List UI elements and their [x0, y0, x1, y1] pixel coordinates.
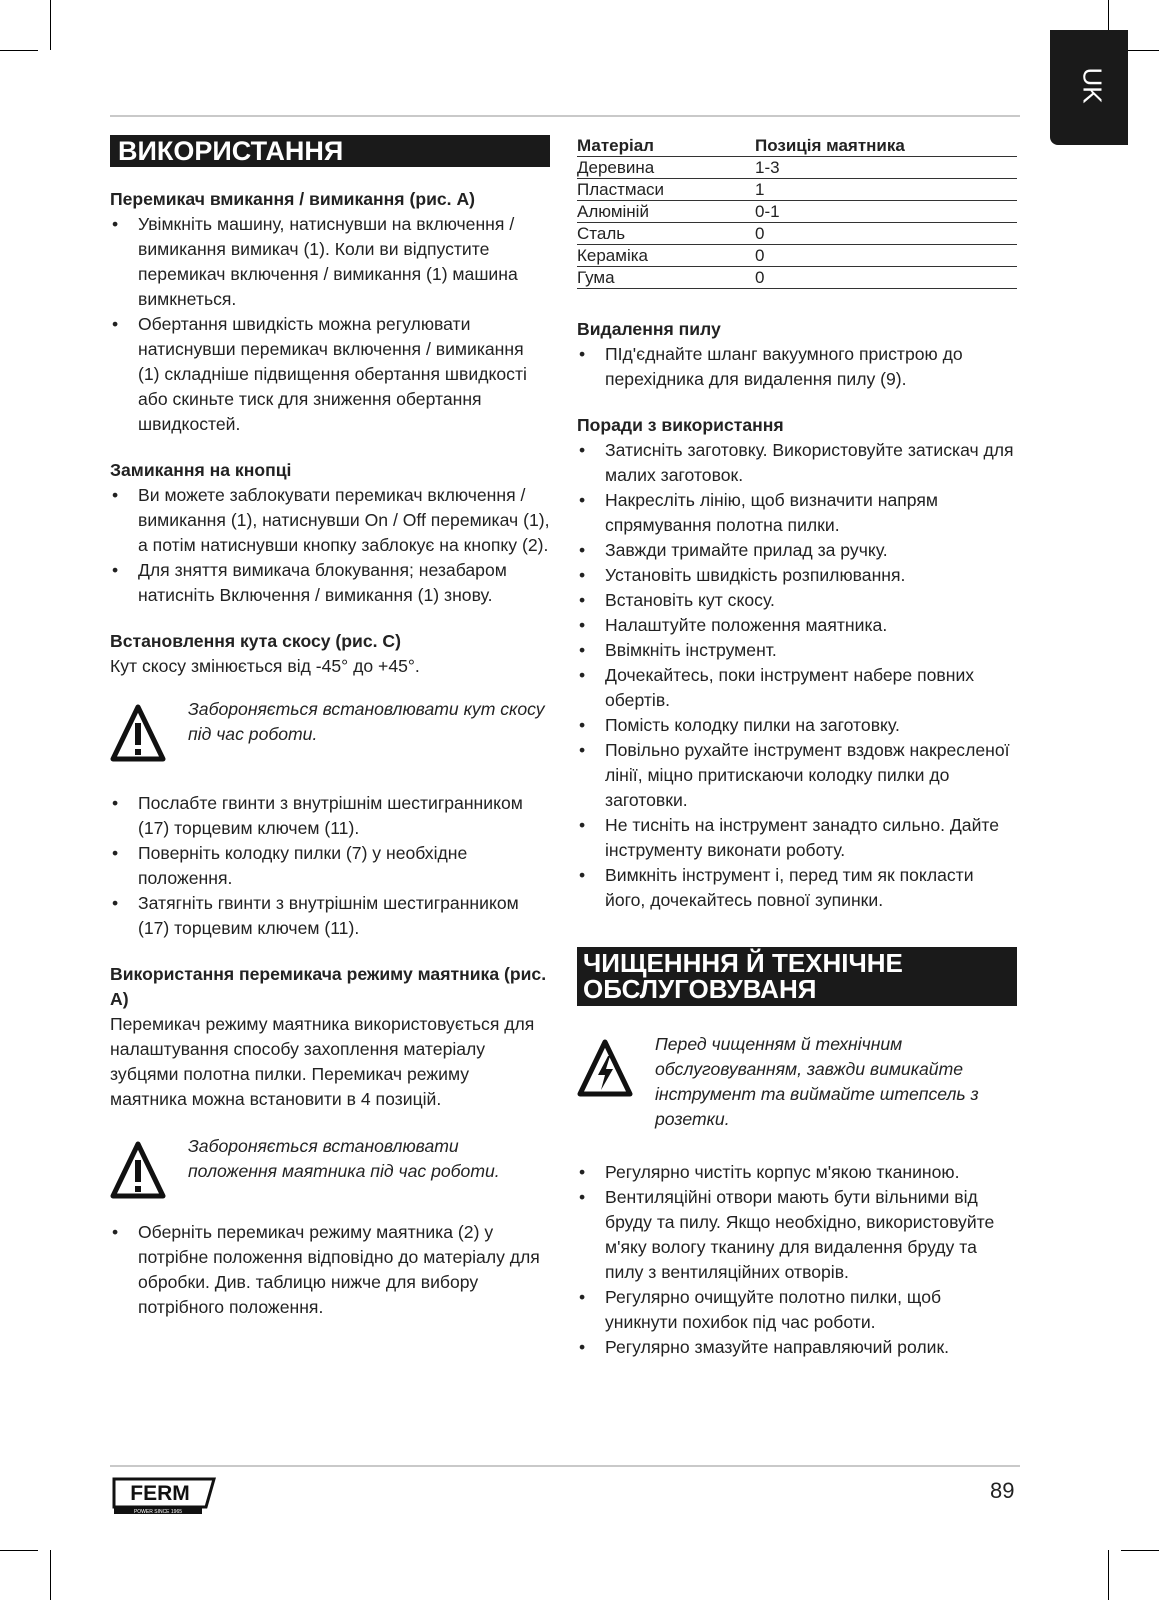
- left-column: [110, 135, 550, 1320]
- bevel-warning-text: Забороняється встановлювати кут скосу під час роботи.: [188, 699, 545, 744]
- crop-mark: [50, 0, 51, 50]
- dust-heading: Видалення пилу: [577, 319, 721, 339]
- table-cell: 0: [755, 223, 1017, 245]
- list-item: • Увімкніть машину, натиснувши на включення / вимикання вимикач (1). Коли ви відпустите перемикач включення / вимикання (1) машина вимкнеться.: [110, 212, 550, 312]
- crop-mark: [0, 50, 38, 51]
- cleaning-list: [577, 1160, 1017, 1360]
- table-header: Матеріал: [577, 135, 755, 157]
- list-item: • Оберніть перемикач режиму маятника (2) у потрібне положення відповідно до матеріалу для обробки. Див. таблицю нижче для вибору потрібного положення.: [110, 1220, 550, 1320]
- list-item: • Установіть швидкість розпилювання.: [577, 563, 1017, 588]
- table-row: [577, 201, 1017, 223]
- table-header: Позиція маятника: [755, 135, 1017, 157]
- page-number: 89: [990, 1478, 1015, 1503]
- list-item: • Затягніть гвинти з внутрішнім шестигранником (17) торцевим ключем (11).: [110, 891, 550, 941]
- footer-rule: [110, 1465, 1020, 1467]
- table-row: [577, 179, 1017, 201]
- list-item: • Регулярно очищуйте полотно пилки, щоб уникнути похибок під час роботи.: [577, 1285, 1017, 1335]
- table-row: [577, 157, 1017, 179]
- list-item: • Вентиляційні отвори мають бути вільними від бруду та пилу. Якщо необхідно, використовуйте м'яку вологу тканину для видалення бруду та пилу з вентиляційних отворів.: [577, 1185, 1017, 1285]
- list-item: • Вимкніть інструмент і, перед тим як покласти його, дочекайтесь повної зупинки.: [577, 863, 1017, 913]
- crop-mark: [1121, 1550, 1159, 1551]
- table-cell: Гума: [577, 267, 755, 289]
- table-header-row: [577, 135, 1017, 157]
- warning-icon: [110, 703, 166, 763]
- list-item: • Налаштуйте положення маятника.: [577, 613, 1017, 638]
- list-item: • Завжди тримайте прилад за ручку.: [577, 538, 1017, 563]
- cleaning-warning: [577, 1032, 1017, 1132]
- header-rule: [110, 115, 1020, 117]
- list-item: • Поверніть колодку пилки (7) у необхідне положення.: [110, 841, 550, 891]
- list-item: • Ввімкніть інструмент.: [577, 638, 1017, 663]
- language-tab: [1050, 30, 1128, 145]
- pendulum-warning: [110, 1134, 550, 1200]
- table-cell: 0: [755, 245, 1017, 267]
- pendulum-text: Перемикач режиму маятника використовується для налаштування способу захоплення матеріалу зубцями полотна пилки. Перемикач режиму маятника можна встановити в 4 позицій.: [110, 1014, 535, 1109]
- list-item: • Обертання швидкість можна регулювати натиснувши перемикач включення / вимикання (1) складніше підвищення обертання швидкості або скиньте тиск для зниження обертання швидкостей.: [110, 312, 550, 437]
- table-row: [577, 245, 1017, 267]
- table-cell: 1: [755, 179, 1017, 201]
- crop-mark: [50, 1550, 51, 1600]
- warning-icon: [110, 1140, 166, 1200]
- lock-list: [110, 483, 550, 608]
- ferm-logo: [110, 1477, 218, 1515]
- pendulum-table: [577, 135, 1017, 289]
- table-row: [577, 267, 1017, 289]
- pendulum-warning-text: Забороняється встановлювати положення маятника під час роботи.: [188, 1136, 500, 1181]
- tips-heading: Поради з використання: [577, 415, 784, 435]
- list-item: • ПІд'єднайте шланг вакуумного пристрою до перехідника для видалення пилу (9).: [577, 342, 1017, 392]
- tips-list: [577, 438, 1017, 913]
- table-row: [577, 223, 1017, 245]
- table-cell: Пластмаси: [577, 179, 755, 201]
- table-cell: 0-1: [755, 201, 1017, 223]
- list-item: • Послабте гвинти з внутрішнім шестигранником (17) торцевим ключем (11).: [110, 791, 550, 841]
- crop-mark: [0, 1550, 38, 1551]
- cleaning-warning-text: Перед чищенням й технічним обслуговуванням, завжди вимикайте інструмент та виймайте штепсель з розетки.: [655, 1034, 979, 1129]
- table-cell: Деревина: [577, 157, 755, 179]
- list-item: • Для зняття вимикача блокування; незабаром натисніть Включення / вимикання (1) знову.: [110, 558, 550, 608]
- table-cell: 0: [755, 267, 1017, 289]
- switch-heading: Перемикач вмикання / вимикання (рис. А): [110, 189, 476, 209]
- crop-mark: [1108, 1550, 1109, 1600]
- electric-warning-icon: [577, 1038, 633, 1098]
- list-item: • Помість колодку пилки на заготовку.: [577, 713, 1017, 738]
- list-item: • Повільно рухайте інструмент вздовж накресленої лінії, міцно притискаючи колодку пилки до заготовки.: [577, 738, 1017, 813]
- list-item: • Регулярно змазуйте направляючий ролик.: [577, 1335, 1017, 1360]
- section-title-usage: ВИКОРИСТАННЯ: [110, 135, 550, 167]
- section-title-cleaning: [577, 947, 1017, 1006]
- list-item: • Встановіть кут скосу.: [577, 588, 1017, 613]
- bevel-list: [110, 791, 550, 941]
- language-tab-label: UK: [1077, 67, 1108, 104]
- logo-wordmark: FERM: [130, 1482, 190, 1505]
- table-cell: Алюміній: [577, 201, 755, 223]
- section-title-line: ОБСЛУГОВУВАНЯ: [583, 974, 817, 1004]
- bevel-text: Кут скосу змінюється від -45° до +45°.: [110, 656, 420, 676]
- bevel-heading: Встановлення кута скосу (рис. С): [110, 631, 401, 651]
- list-item: • Дочекайтесь, поки інструмент набере повних обертів.: [577, 663, 1017, 713]
- table-cell: 1-3: [755, 157, 1017, 179]
- dust-list: [577, 342, 1017, 392]
- logo-tagline: POWER SINCE 1965: [133, 1509, 183, 1515]
- table-cell: Сталь: [577, 223, 755, 245]
- list-item: • Накресліть лінію, щоб визначити напрям спрямування полотна пилки.: [577, 488, 1017, 538]
- list-item: • Затисніть заготовку. Використовуйте затискач для малих заготовок.: [577, 438, 1017, 488]
- switch-list: [110, 212, 550, 437]
- list-item: • Регулярно чистіть корпус м'якою тканиною.: [577, 1160, 1017, 1185]
- bevel-warning: [110, 697, 550, 763]
- section-title-line: ЧИЩЕНННЯ Й ТЕХНІЧНЕ: [583, 948, 903, 978]
- pendulum-heading: Використання перемикача режиму маятника (рис. А): [110, 964, 547, 1009]
- lock-heading: Замикання на кнопці: [110, 460, 292, 480]
- right-column: [577, 135, 1017, 1360]
- pendulum-list: [110, 1220, 550, 1320]
- list-item: • Ви можете заблокувати перемикач включення / вимикання (1), натиснувши On / Off перемикач (1), а потім натиснувши кнопку заблокує на кнопку (2).: [110, 483, 550, 558]
- list-item: • Не тисніть на інструмент занадто сильно. Дайте інструменту виконати роботу.: [577, 813, 1017, 863]
- table-cell: Кераміка: [577, 245, 755, 267]
